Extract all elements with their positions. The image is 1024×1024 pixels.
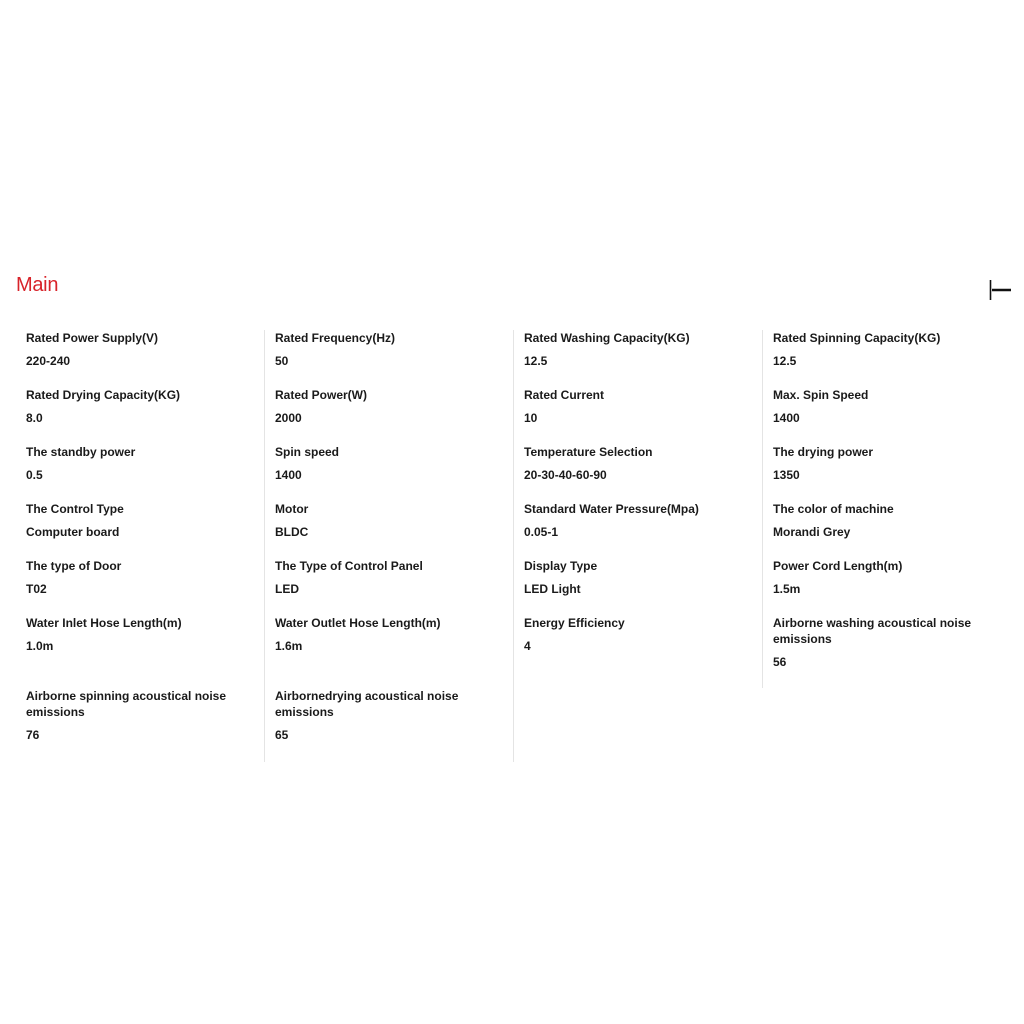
collapse-left-icon[interactable] [988, 278, 1012, 302]
spec-column-4 [762, 330, 1010, 688]
spec-standby-power [26, 444, 258, 483]
spec-column-3 [513, 330, 761, 762]
spec-value: BLDC [275, 525, 309, 539]
spec-label: Temperature Selection [524, 445, 653, 459]
spec-value: LED Light [524, 582, 581, 596]
spec-value: 50 [275, 354, 289, 368]
spec-label: Rated Drying Capacity(KG) [26, 388, 181, 402]
spec-column-2 [264, 330, 512, 762]
spec-label: Max. Spin Speed [773, 388, 869, 402]
spec-value: 1.5m [773, 582, 801, 596]
spec-label: Energy Efficiency [524, 616, 625, 630]
spec-label: Standard Water Pressure(Mpa) [524, 502, 699, 516]
spec-value: 12.5 [524, 354, 548, 368]
spec-label: Rated Power Supply(V) [26, 331, 159, 345]
spec-water-inlet-hose-length [26, 615, 258, 654]
spec-power-cord-length [773, 558, 1005, 597]
spec-control-panel-type [275, 558, 507, 597]
spec-value: 1.0m [26, 639, 54, 653]
spec-rated-frequency [275, 330, 507, 369]
spec-label: Power Cord Length(m) [773, 559, 903, 573]
spec-label: Airborne spinning acoustical noise emissions [26, 689, 227, 719]
spec-drying-power [773, 444, 1005, 483]
spec-value: 20-30-40-60-90 [524, 468, 607, 482]
spec-label: Rated Current [524, 388, 605, 402]
spec-label: The color of machine [773, 502, 894, 516]
spec-temperature-selection [524, 444, 756, 483]
spec-value: 1400 [275, 468, 302, 482]
spec-rated-drying-capacity [26, 387, 258, 426]
spec-max-spin-speed [773, 387, 1005, 426]
spec-label: Display Type [524, 559, 598, 573]
spec-label: Spin speed [275, 445, 340, 459]
spec-value: 65 [275, 728, 289, 742]
spec-label: The Control Type [26, 502, 124, 516]
spec-label: Water Outlet Hose Length(m) [275, 616, 441, 630]
spec-label: Motor [275, 502, 309, 516]
spec-machine-color [773, 501, 1005, 540]
section-title: Main [16, 274, 59, 296]
spec-label: Airbornedrying acoustical noise emissions [275, 689, 459, 719]
spec-value: 220-240 [26, 354, 71, 368]
spec-label: Rated Washing Capacity(KG) [524, 331, 690, 345]
spec-energy-efficiency [524, 615, 756, 654]
spec-label: Water Inlet Hose Length(m) [26, 616, 182, 630]
spec-value: 1.6m [275, 639, 303, 653]
spec-value: 76 [26, 728, 40, 742]
spec-value: 10 [524, 411, 538, 425]
spec-motor [275, 501, 507, 540]
spec-display-type [524, 558, 756, 597]
spec-rated-power-supply [26, 330, 258, 369]
spec-value: 4 [524, 639, 531, 653]
spec-water-outlet-hose-length [275, 615, 507, 654]
spec-value: 12.5 [773, 354, 797, 368]
spec-label: The Type of Control Panel [275, 559, 423, 573]
spec-value: Morandi Grey [773, 525, 851, 539]
spec-value: Computer board [26, 525, 120, 539]
spec-airborne-washing-noise [773, 615, 973, 670]
spec-value: 8.0 [26, 411, 43, 425]
spec-rated-power [275, 387, 507, 426]
spec-rated-current [524, 387, 756, 426]
spec-value: 1400 [773, 411, 800, 425]
spec-value: LED [275, 582, 299, 596]
spec-label: The type of Door [26, 559, 122, 573]
spec-label: The standby power [26, 445, 136, 459]
spec-spin-speed [275, 444, 507, 483]
spec-label: Rated Frequency(Hz) [275, 331, 396, 345]
spec-value: 0.05-1 [524, 525, 559, 539]
spec-control-type [26, 501, 258, 540]
spec-label: The drying power [773, 445, 874, 459]
spec-value: 1350 [773, 468, 800, 482]
spec-door-type [26, 558, 258, 597]
spec-label: Rated Power(W) [275, 388, 368, 402]
spec-label: Airborne washing acoustical noise emissions [773, 616, 972, 646]
spec-value: 56 [773, 655, 787, 669]
spec-value: 2000 [275, 411, 302, 425]
spec-value: T02 [26, 582, 47, 596]
spec-rated-washing-capacity [524, 330, 756, 369]
spec-rated-spinning-capacity [773, 330, 1005, 369]
spec-label: Rated Spinning Capacity(KG) [773, 331, 941, 345]
spec-standard-water-pressure [524, 501, 756, 540]
spec-airborne-spinning-noise [26, 688, 241, 743]
spec-value: 0.5 [26, 468, 43, 482]
spec-airborne-drying-noise [275, 688, 511, 743]
